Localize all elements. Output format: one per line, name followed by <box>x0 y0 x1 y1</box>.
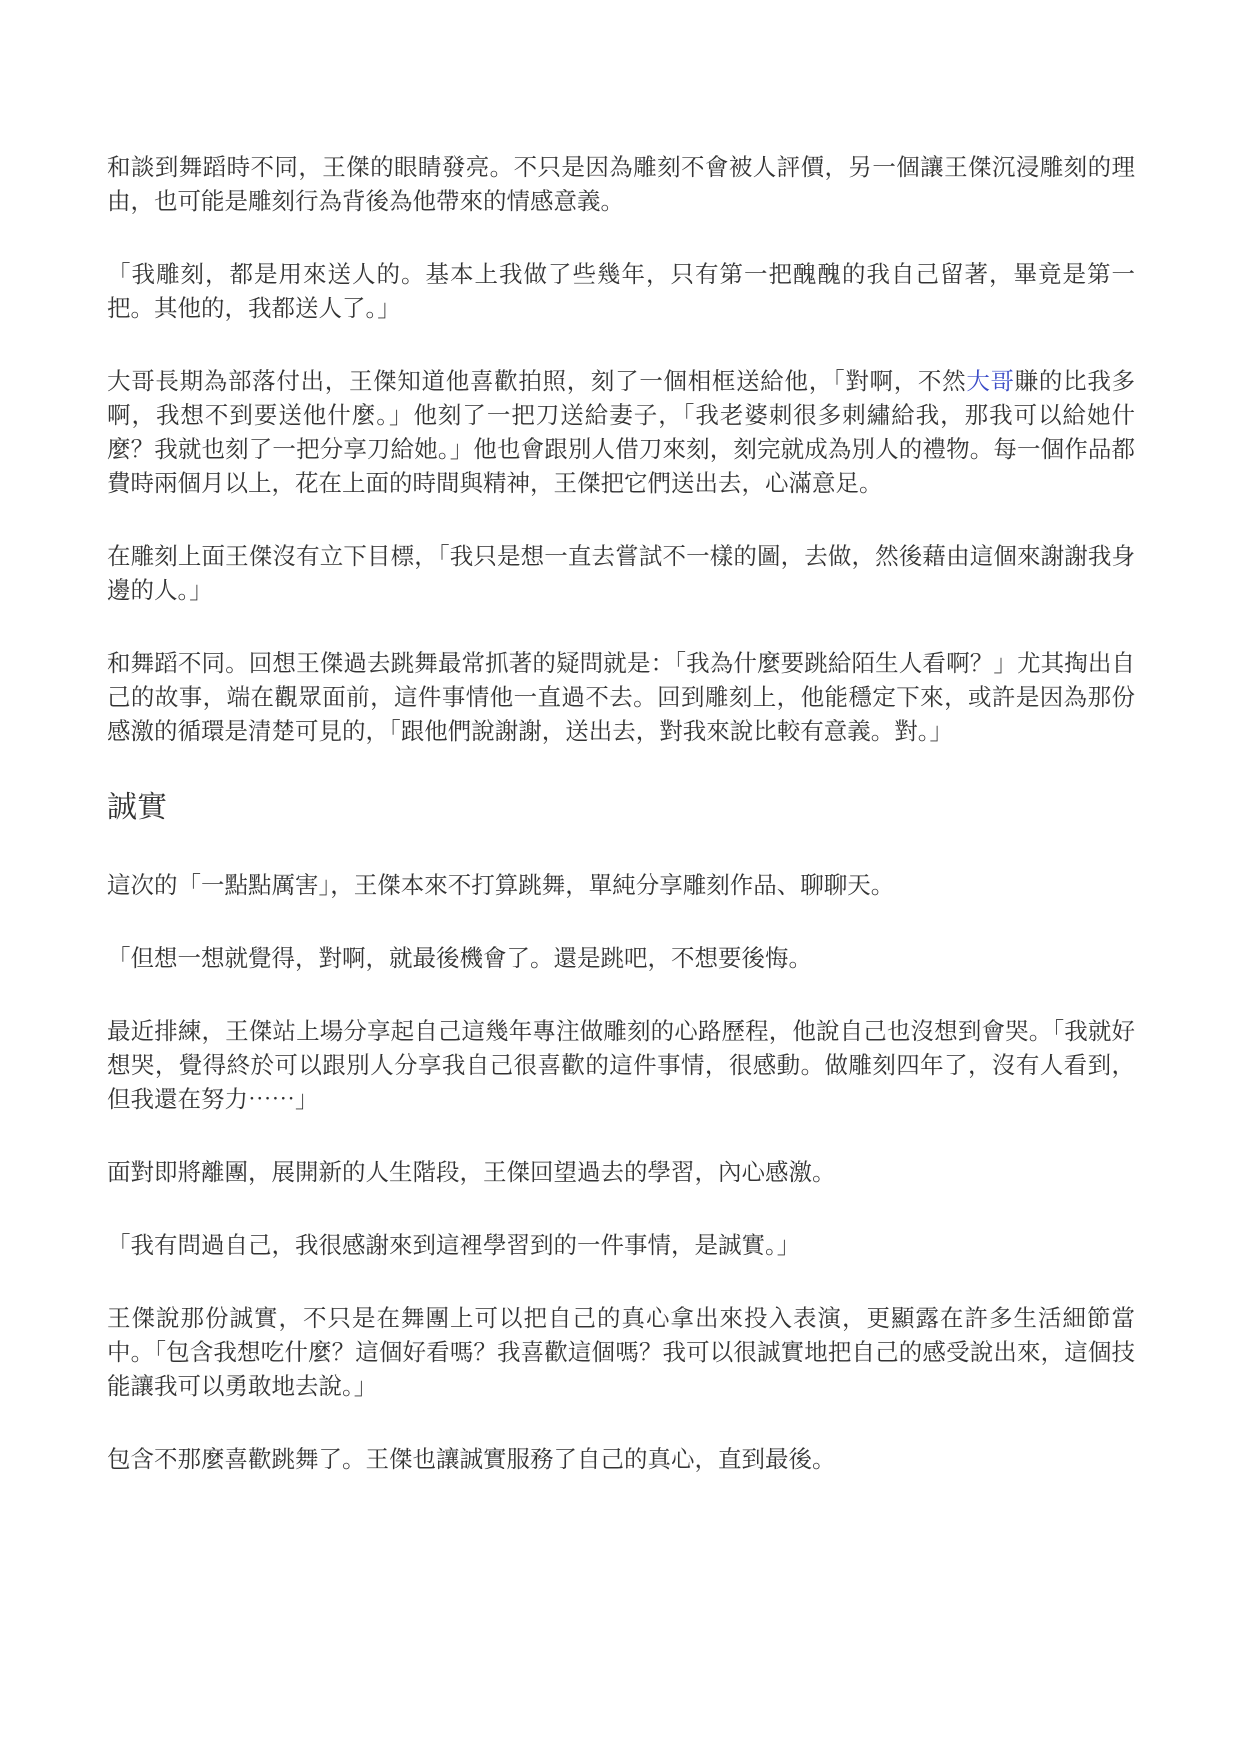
paragraph-brother-frame <box>107 364 1135 500</box>
paragraph-rehearsal-cry: 最近排練，王傑站上場分享起自己這幾年專注做雕刻的心路歷程，他說自己也沒想到會哭。「我就好想哭，覺得終於可以跟別人分享我自己很喜歡的這件事情，很感動。做雕刻四年了，沒有人看到，但我還在努力⋯⋯」 <box>107 1018 1135 1112</box>
section-heading-honesty: 誠實 <box>107 791 167 824</box>
paragraph-eyes-light-up: 和談到舞蹈時不同，王傑的眼睛發亮。不只是因為雕刻不會被人評價，另一個讓王傑沉浸雕刻的理由，也可能是雕刻行為背後為他帶來的情感意義。 <box>107 154 1135 214</box>
article-body <box>107 150 1135 1515</box>
paragraph-learned-honesty: 「我有問過自己，我很感謝來到這裡學習到的一件事情，是誠實。」 <box>107 1232 801 1258</box>
paragraph-honesty-in-life: 王傑說那份誠實，不只是在舞團上可以把自己的真心拿出來投入表演，更顯露在許多生活細節當中。「包含我想吃什麼？這個好看嗎？我喜歡這個嗎？我可以很誠實地把自己的感受說出來，這個技能讓我可以勇敢地去說。」 <box>107 1305 1135 1399</box>
dage-link[interactable]: 大哥 <box>966 368 1015 394</box>
paragraph-no-plan-to-dance: 這次的「一點點厲害」，王傑本來不打算跳舞，單純分享雕刻作品、聊聊天。 <box>107 872 895 898</box>
paragraph-no-goal: 在雕刻上面王傑沒有立下目標，「我只是想一直去嘗試不一樣的圖，去做，然後藉由這個來謝謝我身邊的人。」 <box>107 543 1135 603</box>
paragraph-last-chance: 「但想一想就覺得，對啊，就最後機會了。還是跳吧，不想要後悔。 <box>107 945 812 971</box>
paragraph-leaving-troupe: 面對即將離團，展開新的人生階段，王傑回望過去的學習，內心感激。 <box>107 1159 836 1185</box>
paragraph-text-after-link: 賺的比我多啊，我想不到要送他什麼。」他刻了一把刀送給妻子，「我老婆刺很多刺繡給我，那我可以給她什麼？我就也刻了一把分享刀給她。」他也會跟別人借刀來刻，刻完就成為別人的禮物。每一個作品都費時兩個月以上，花在上面的時間與精神，王傑把它們送出去，心滿意足。 <box>107 368 1136 496</box>
paragraph-honesty-serves-heart: 包含不那麼喜歡跳舞了。王傑也讓誠實服務了自己的真心，直到最後。 <box>107 1446 836 1472</box>
paragraph-text-before-link: 大哥長期為部落付出，王傑知道他喜歡拍照，刻了一個相框送給他，「對啊，不然 <box>107 368 967 394</box>
paragraph-dance-doubt: 和舞蹈不同。回想王傑過去跳舞最常抓著的疑問就是：「我為什麼要跳給陌生人看啊？」尤其掏出自己的故事，端在觀眾面前，這件事情他一直過不去。回到雕刻上，他能穩定下來，或許是因為那份感激的循環是清楚可見的，「跟他們說謝謝，送出去，對我來說比較有意義。對。」 <box>107 650 1135 744</box>
paragraph-carving-gifts: 「我雕刻，都是用來送人的。基本上我做了些幾年，只有第一把醜醜的我自己留著，畢竟是第一把。其他的，我都送人了。」 <box>107 261 1135 321</box>
